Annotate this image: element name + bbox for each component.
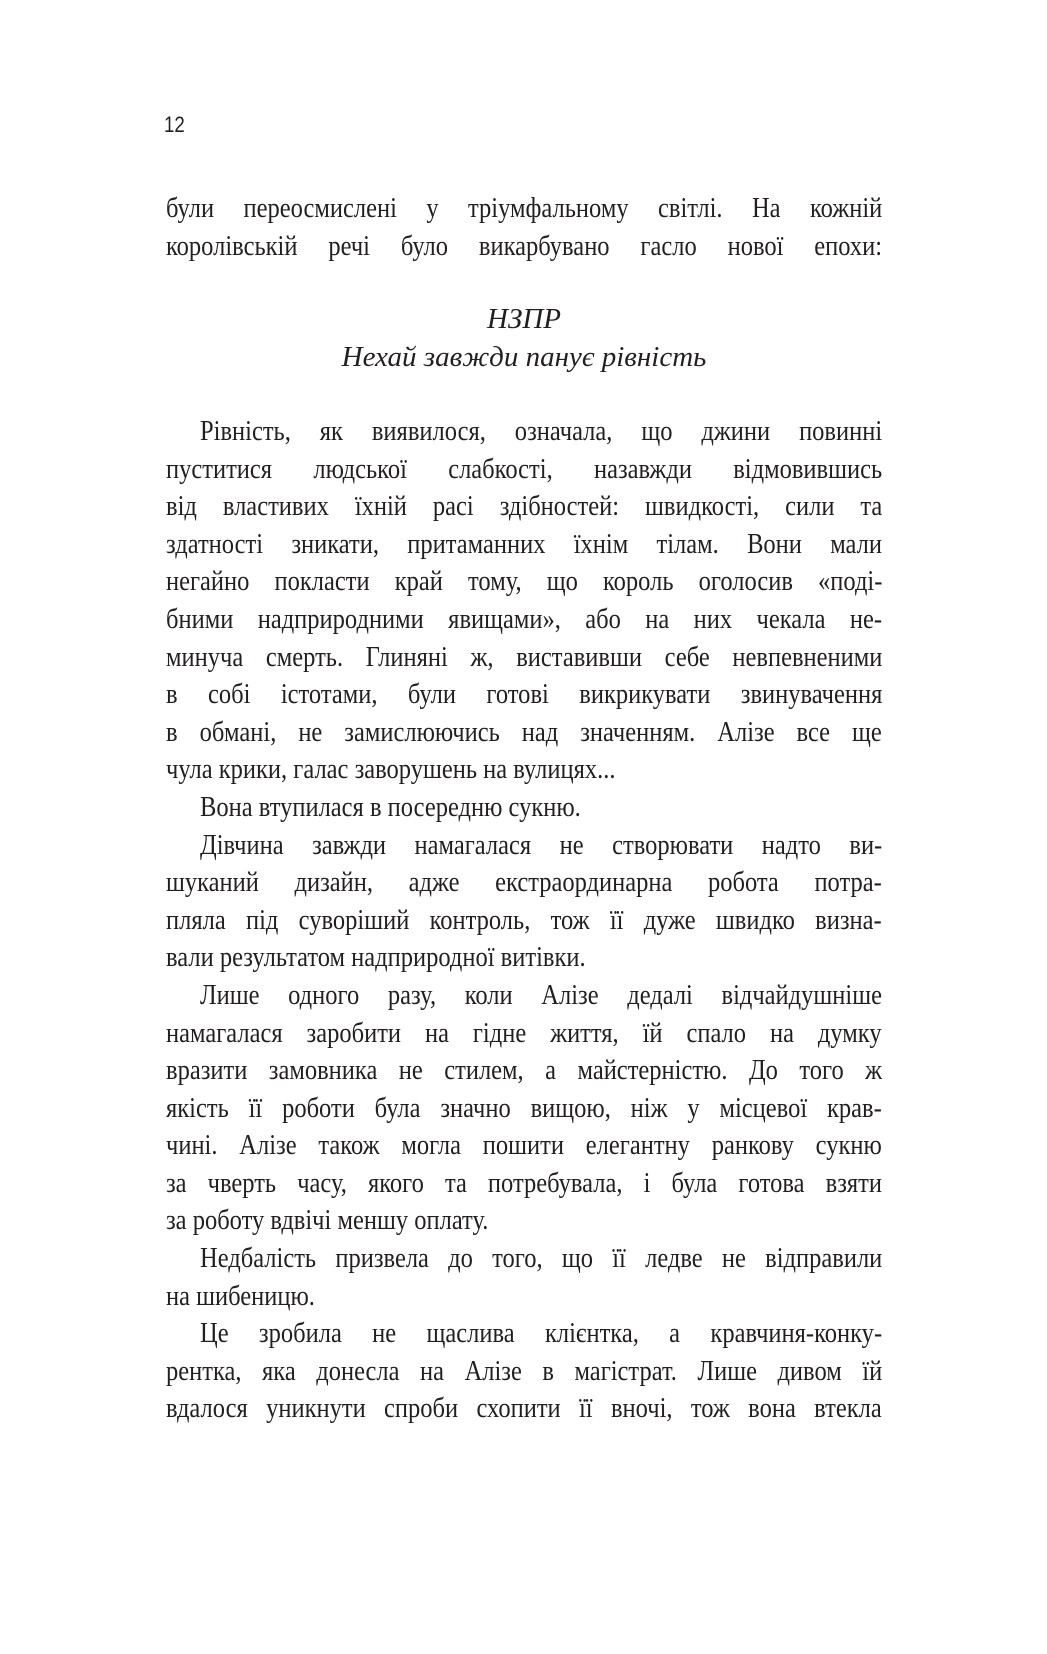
text-line-content: пуститися людської слабкості, назавжди відмовившись (166, 453, 883, 485)
text-line-content: пляла під суворіший контроль, тож її дуже швидко визна- (166, 904, 882, 936)
text-line (166, 1127, 882, 1165)
text-line-content: Вона втупилася в посередню сукню. (200, 791, 581, 823)
text-line-content: рентка, яка донесла на Алізе в магістрат. Лише дивом їй (166, 1355, 883, 1387)
text-line-content: бними надприродними явищами», або на них чекала не- (166, 603, 882, 635)
text-line (166, 526, 882, 564)
text-line (166, 751, 882, 789)
text-line-content: минуча смерть. Глиняні ж, виставивши себе невпевненими (166, 641, 883, 673)
motto-subtitle: Нехай завжди панує рівність (341, 341, 707, 373)
text-line (166, 413, 882, 451)
page-number: 12 (164, 112, 185, 137)
text-line (166, 1240, 882, 1278)
text-line-content: Лише одного разу, коли Алізе дедалі відчайдушніше (200, 979, 882, 1011)
text-line-content: негайно покласти край тому, що король оголосив «поді- (166, 566, 883, 598)
text-line (166, 601, 882, 639)
text-line-content: вдалося уникнути спроби схопити її вночі, тож вона втекла (166, 1393, 882, 1425)
text-line (166, 1090, 882, 1128)
motto-title: НЗПР (487, 303, 561, 335)
text-line (166, 676, 882, 714)
text-line (166, 1165, 882, 1203)
text-line (166, 902, 882, 940)
body-text (166, 413, 882, 1428)
text-line-content: здатності зникати, притаманних їхнім тілам. Вони мали (166, 528, 882, 560)
text-line-content: в обмані, не замислюючись над значенням. Алізе все ще (166, 716, 882, 748)
text-line (166, 190, 882, 228)
motto (166, 300, 882, 376)
text-line-content: за чверть часу, якого та потребувала, і була готова взяти (166, 1167, 882, 1199)
text-line-content: були переосмислені у тріумфальному світлі. На кожній (166, 193, 883, 224)
text-line (166, 228, 882, 266)
text-line (166, 789, 882, 827)
text-line-content: в собі істотами, були готові викрикувати звинувачення (166, 679, 883, 711)
text-line-content: Рівність, як виявилося, означала, що джини повинні (200, 416, 883, 447)
text-line (166, 1315, 882, 1353)
text-line-content: чині. Алізе також могла пошити елегантну ранкову сукню (166, 1130, 882, 1162)
text-line-content: якість її роботи була значно вищою, ніж у місцевої крав- (166, 1092, 882, 1124)
text-line (166, 639, 882, 677)
text-line (166, 827, 882, 865)
text-line-content: чула крики, галас заворушень на вулицях... (166, 754, 616, 786)
text-line-content: за роботу вдвічі меншу оплату. (166, 1205, 489, 1237)
text-line-content: на шибеницю. (166, 1280, 315, 1312)
text-line (166, 451, 882, 489)
text-line (166, 488, 882, 526)
text-line (166, 563, 882, 601)
text-line-content: вразити замовника не стилем, а майстерністю. До того ж (166, 1055, 883, 1087)
text-line-content: Це зробила не щаслива клієнтка, а кравчиня-конку- (200, 1318, 883, 1350)
text-line (166, 1052, 882, 1090)
text-line-content: від властивих їхній расі здібностей: швидкості, сили та (166, 491, 883, 523)
text-line-content: королівській речі було викарбувано гасло нової епохи: (166, 230, 883, 262)
text-line (166, 1278, 882, 1316)
text-line (166, 1202, 882, 1240)
text-line (166, 939, 882, 977)
text-line-content: Дівчина завжди намагалася не створювати надто ви- (200, 829, 883, 861)
text-line (166, 864, 882, 902)
text-line-content: шуканий дизайн, адже екстраординарна робота потра- (166, 867, 882, 899)
text-line (166, 1015, 882, 1053)
text-line-content: намагалася заробити на гідне життя, їй спало на думку (166, 1017, 882, 1049)
text-line (166, 1390, 882, 1428)
text-line-content: вали результатом надприродної витівки. (166, 942, 586, 974)
text-line (166, 714, 882, 752)
text-line (166, 1353, 882, 1391)
text-line (166, 977, 882, 1015)
intro-paragraph (166, 190, 882, 265)
text-line-content: Недбалість призвела до того, що її ледве не відправили (200, 1243, 883, 1275)
